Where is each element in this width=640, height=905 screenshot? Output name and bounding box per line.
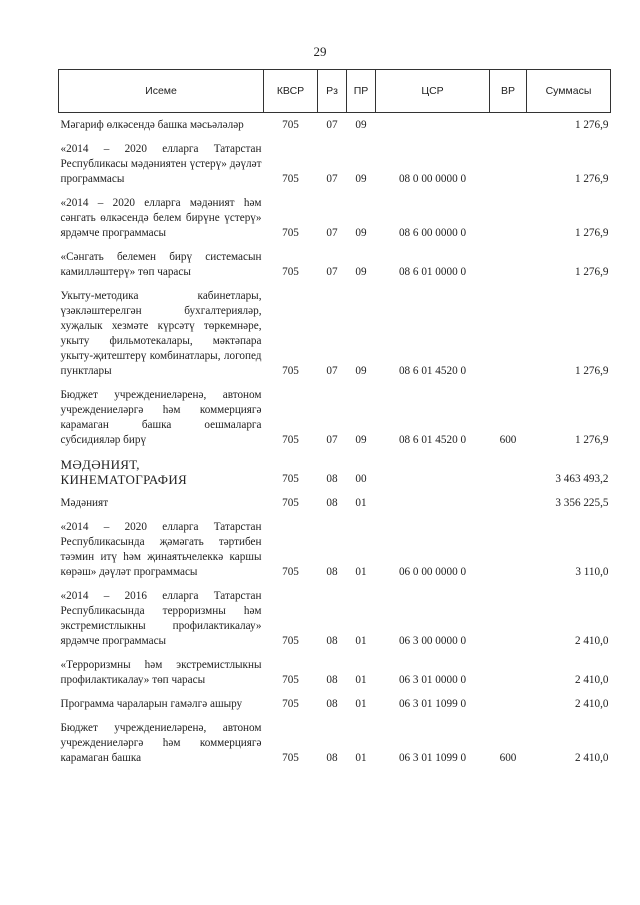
row-pr: 09 [355, 434, 367, 446]
row-csr [376, 113, 490, 138]
row-name: «2014 – 2020 елларга Татарстан Республикасы мәдәниятен үстерү» дәүләт программасы [60, 143, 262, 185]
column-header-pr: ПР [347, 70, 376, 113]
row-rz: 08 [326, 752, 338, 764]
page-number: 29 [313, 44, 327, 59]
row-vr [490, 137, 527, 191]
row-pr: 09 [355, 227, 367, 239]
row-sum: 3 356 225,5 [555, 497, 609, 509]
row-kvsr: 705 [282, 173, 299, 185]
row-csr: 08 6 01 4520 0 [398, 365, 467, 377]
row-name: Мәдәният [60, 497, 109, 509]
row-csr [376, 491, 490, 515]
row-sum: 1 276,9 [574, 365, 609, 377]
row-rz: 08 [326, 497, 338, 509]
budget-table [58, 69, 611, 770]
table-row [59, 716, 611, 770]
table-row [59, 515, 611, 584]
row-vr [490, 653, 527, 692]
row-pr: 01 [355, 635, 367, 647]
row-sum: 1 276,9 [574, 119, 609, 131]
row-csr: 06 3 01 1099 0 [398, 698, 467, 710]
row-pr: 09 [355, 365, 367, 377]
column-header-name: Исеме [59, 70, 264, 113]
row-pr: 01 [355, 698, 367, 710]
table-row [59, 452, 611, 491]
row-kvsr: 705 [282, 698, 299, 710]
row-vr [490, 584, 527, 653]
table-header-row [59, 70, 611, 113]
row-kvsr: 705 [282, 752, 299, 764]
table-row [59, 653, 611, 692]
row-vr: 600 [499, 434, 517, 446]
row-rz: 08 [326, 635, 338, 647]
row-vr [490, 515, 527, 584]
row-vr [490, 692, 527, 716]
row-pr: 01 [355, 497, 367, 509]
row-pr: 09 [355, 119, 367, 131]
column-header-csr: ЦСР [376, 70, 490, 113]
row-kvsr: 705 [282, 227, 299, 239]
row-pr: 09 [355, 266, 367, 278]
row-sum: 1 276,9 [574, 266, 609, 278]
row-name: «Терроризмны һәм экстремистлыкны профилактикалау» төп чарасы [60, 659, 262, 686]
row-csr: 08 0 00 0000 0 [398, 173, 467, 185]
row-name: Мәгариф өлкәсендә башка мәсьәләләр [60, 119, 244, 131]
row-name: Бюджет учреждениеләренә, автоном учреждениеләргә һәм коммерциягә карамаган башка оешмаларга субсидияләр бирү [60, 389, 262, 446]
row-kvsr: 705 [282, 119, 299, 131]
row-name: Укыту-методика кабинетлары, үзәкләштерелгән бухгалтерияләр, хуҗалык хезмәте күрсәтү төркемнәре, укыту фильмотекалары, мәктәпара укыту-җитештерү комбинатлары, логопед пунктлары [60, 290, 262, 377]
column-header-kvsr: КВСР [264, 70, 318, 113]
row-sum: 2 410,0 [574, 752, 609, 764]
row-sum: 2 410,0 [574, 674, 609, 686]
row-pr: 01 [355, 752, 367, 764]
row-rz: 08 [326, 566, 338, 578]
row-sum: 3 110,0 [575, 566, 609, 578]
row-csr: 06 0 00 0000 0 [398, 566, 467, 578]
table-row [59, 383, 611, 452]
row-sum: 3 463 493,2 [555, 473, 609, 485]
row-csr: 06 3 01 0000 0 [398, 674, 467, 686]
row-kvsr: 705 [282, 434, 299, 446]
row-vr [490, 452, 527, 491]
row-kvsr: 705 [282, 497, 299, 509]
table-row [59, 284, 611, 383]
row-kvsr: 705 [282, 365, 299, 377]
row-name: Бюджет учреждениеләренә, автоном учреждениеләргә һәм коммерциягә карамаган башка [60, 722, 262, 764]
row-sum: 2 410,0 [574, 698, 609, 710]
row-name: «Сәнгать белемен бирү системасын камилләштерү» төп чарасы [60, 251, 262, 278]
row-rz: 07 [326, 434, 338, 446]
table-row [59, 584, 611, 653]
column-header-rz: Рз [318, 70, 347, 113]
row-name: МӘДӘНИЯТ, КИНЕМАТОГРАФИЯ [60, 457, 188, 487]
row-rz: 07 [326, 266, 338, 278]
row-kvsr: 705 [282, 473, 299, 485]
row-csr: 06 3 01 1099 0 [398, 752, 467, 764]
table-row [59, 191, 611, 245]
row-csr [376, 452, 490, 491]
row-kvsr: 705 [282, 566, 299, 578]
row-csr: 08 6 01 0000 0 [398, 266, 467, 278]
row-pr: 01 [355, 674, 367, 686]
row-name: «2014 – 2020 елларга мәдәният һәм сәнгать өлкәсендә белем бирүне үстерү» ярдәмче программасы [60, 197, 262, 239]
row-csr: 06 3 00 0000 0 [398, 635, 467, 647]
row-kvsr: 705 [282, 266, 299, 278]
row-pr: 01 [355, 566, 367, 578]
row-vr [490, 113, 527, 138]
row-rz: 08 [326, 473, 338, 485]
row-sum: 1 276,9 [574, 434, 609, 446]
row-pr: 00 [355, 473, 367, 485]
row-vr [490, 191, 527, 245]
row-name: «2014 – 2016 елларга Татарстан Республикасында терроризмны һәм экстремистлыкны профилактикалау» ярдәмче программасы [60, 590, 262, 647]
row-rz: 07 [326, 119, 338, 131]
row-name: Программа чараларын гамәлгә ашыру [60, 698, 243, 710]
row-csr: 08 6 00 0000 0 [398, 227, 467, 239]
row-sum: 2 410,0 [574, 635, 609, 647]
row-rz: 08 [326, 698, 338, 710]
column-header-vr: ВР [490, 70, 527, 113]
row-vr [490, 284, 527, 383]
row-sum: 1 276,9 [574, 173, 609, 185]
row-kvsr: 705 [282, 674, 299, 686]
row-csr: 08 6 01 4520 0 [398, 434, 467, 446]
row-rz: 07 [326, 227, 338, 239]
row-name: «2014 – 2020 елларга Татарстан Республикасында җәмәгать тәртибен тәэмин итү һәм җинаятьчелеккә каршы көрәш» дәүләт программасы [60, 521, 262, 578]
table-row [59, 692, 611, 716]
table-row [59, 491, 611, 515]
row-vr [490, 491, 527, 515]
row-kvsr: 705 [282, 635, 299, 647]
row-vr [490, 245, 527, 284]
column-header-sum: Суммасы [527, 70, 611, 113]
table-row [59, 245, 611, 284]
table-row [59, 137, 611, 191]
table-row [59, 113, 611, 138]
row-sum: 1 276,9 [574, 227, 609, 239]
row-rz: 07 [326, 365, 338, 377]
row-rz: 07 [326, 173, 338, 185]
row-vr: 600 [499, 752, 517, 764]
row-pr: 09 [355, 173, 367, 185]
row-rz: 08 [326, 674, 338, 686]
